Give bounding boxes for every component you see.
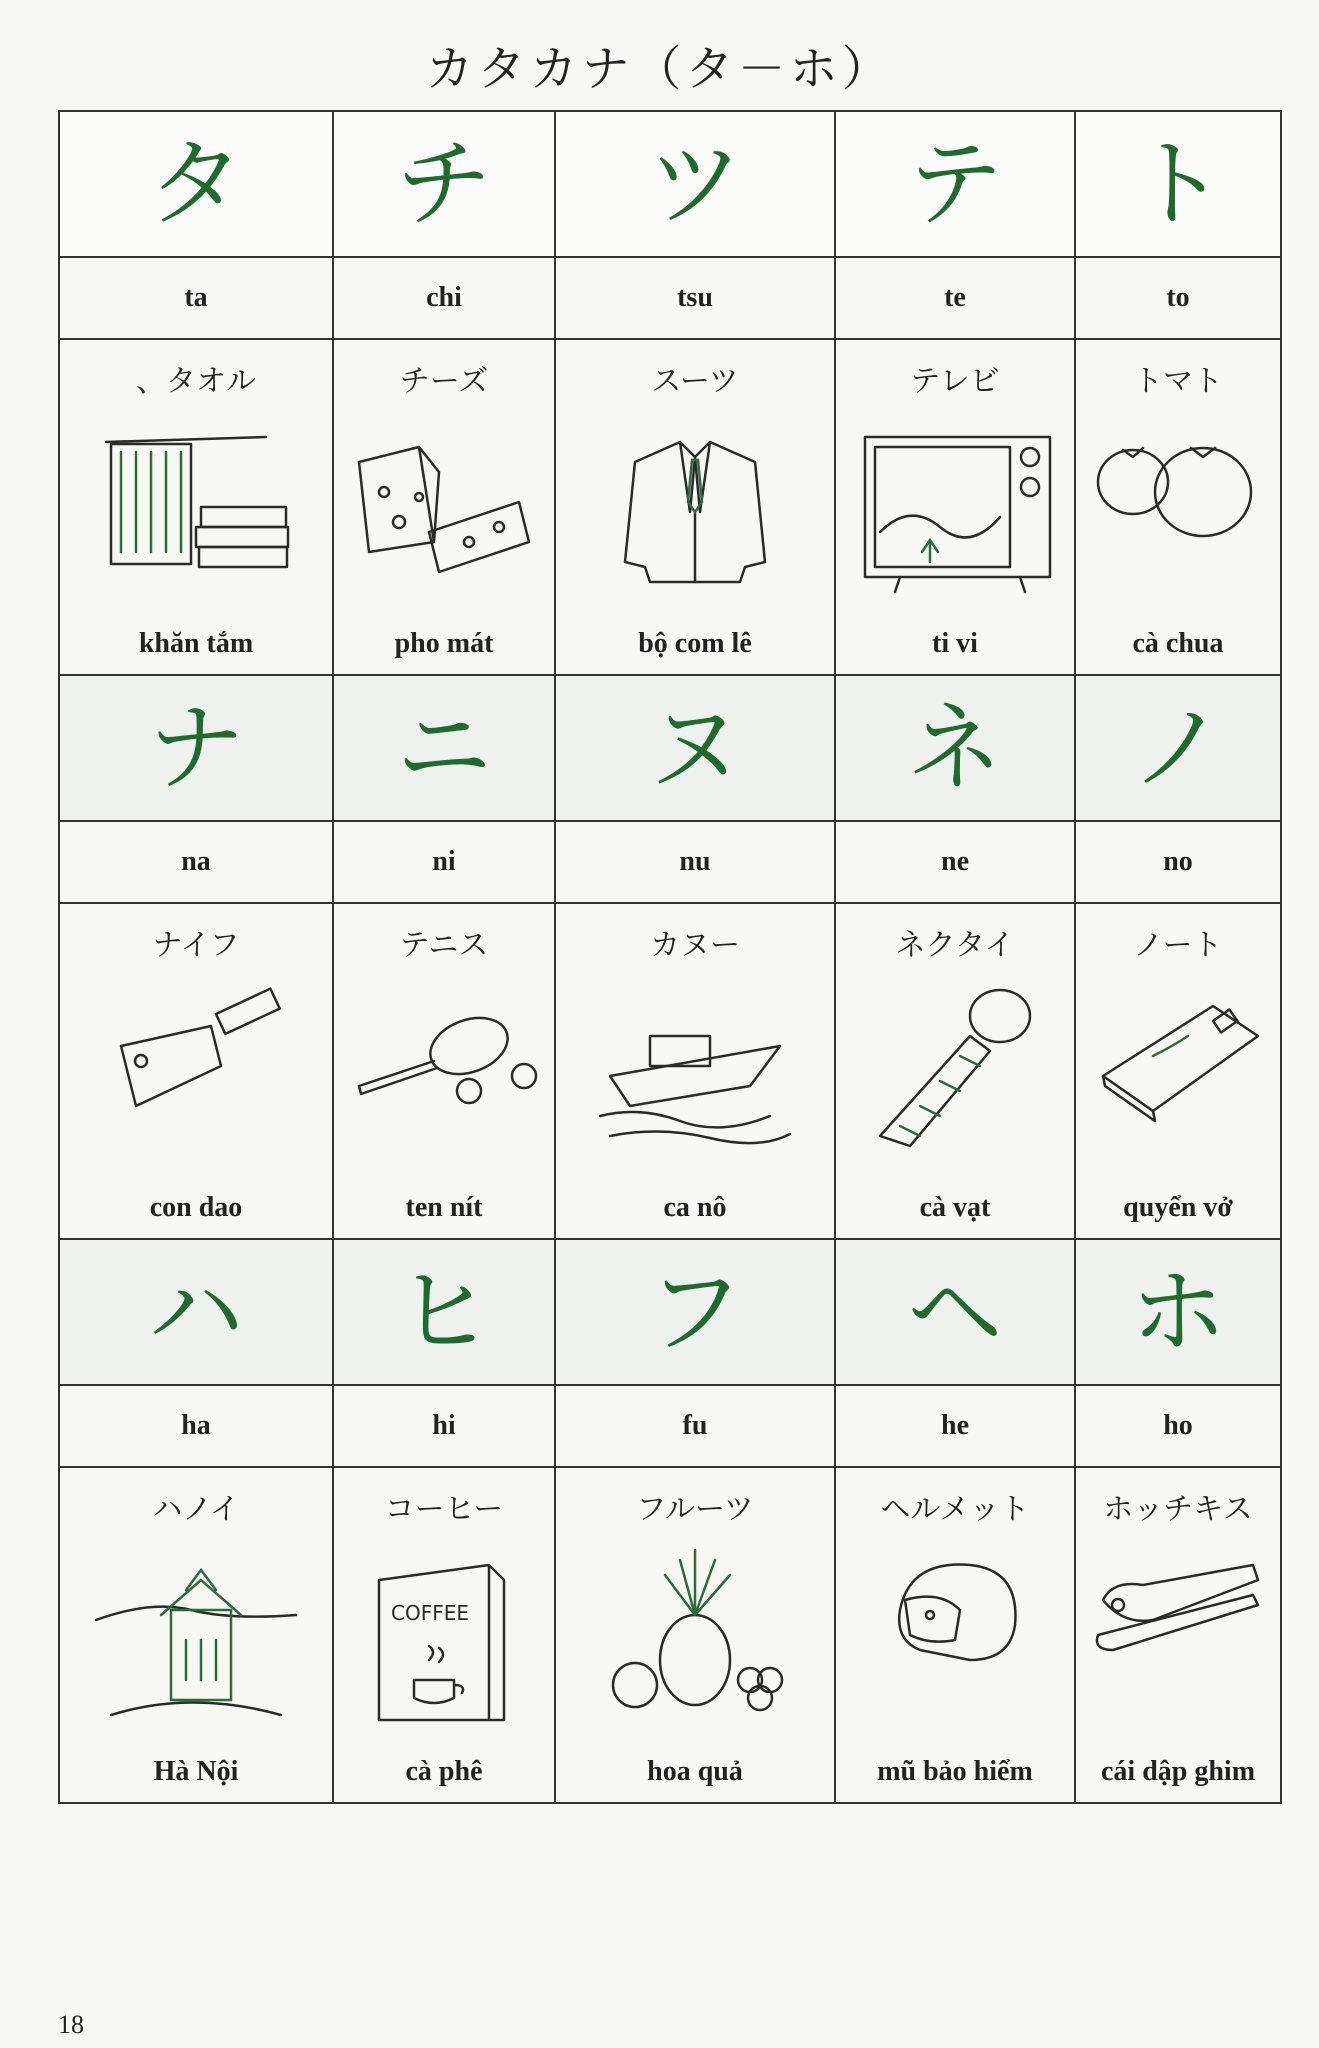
word-vietnamese: ca nô [663, 1192, 727, 1223]
word-katakana: ネクタイ [895, 928, 1015, 963]
kana-char: チ [396, 128, 492, 240]
towel-icon [91, 412, 301, 602]
kana-cell [835, 111, 1075, 257]
kana-char: ネ [907, 692, 1003, 804]
word-katakana: テレビ [910, 364, 1000, 399]
word-cell [60, 340, 332, 674]
romaji-row [59, 257, 1281, 339]
word-katakana: ノート [1133, 928, 1223, 963]
romaji-row [59, 1385, 1281, 1467]
notebook-icon [1075, 976, 1281, 1166]
kana-char: ハ [148, 1256, 244, 1368]
kana-char: ツ [647, 128, 743, 240]
word-katakana: トマト [1133, 364, 1223, 399]
word-cell [556, 1468, 834, 1802]
kana-char: ヌ [647, 692, 743, 804]
fruit-icon [590, 1540, 800, 1730]
word-katakana: カヌー [650, 928, 740, 963]
word-vietnamese: cà chua [1132, 628, 1224, 659]
word-vietnamese: bộ com lê [638, 628, 752, 659]
word-katakana: ナイフ [152, 928, 240, 963]
word-katakana: チーズ [399, 364, 489, 399]
page-title: カタカナ（タ－ホ） [425, 41, 894, 97]
kana-char: ナ [148, 692, 244, 804]
word-katakana: テニス [399, 928, 489, 963]
word-cell [836, 1468, 1074, 1802]
kana-char: ヘ [907, 1256, 1003, 1368]
kana-char: ホ [1130, 1256, 1226, 1368]
word-row [59, 903, 1281, 1239]
knife-icon [91, 976, 301, 1166]
romaji-label: ta [184, 282, 208, 313]
word-vietnamese: cái dập ghim [1100, 1756, 1256, 1787]
kana-row [59, 1239, 1281, 1385]
word-katakana: 、タオル [136, 364, 256, 399]
word-vietnamese: ten nít [405, 1192, 483, 1223]
kana-char: タ [148, 128, 244, 240]
kana-cell [1075, 111, 1281, 257]
word-vietnamese: con dao [149, 1192, 243, 1223]
romaji-label: na [181, 846, 211, 877]
stapler-icon [1075, 1540, 1281, 1730]
romaji-label: ha [181, 1410, 211, 1441]
word-vietnamese: cà vạt [919, 1192, 991, 1223]
word-cell [836, 340, 1074, 674]
kana-char: ニ [396, 692, 492, 804]
kana-cell [333, 111, 555, 257]
romaji-label: ni [432, 846, 456, 877]
romaji-label: ne [941, 846, 969, 877]
word-cell [1076, 340, 1280, 674]
word-cell [334, 340, 554, 674]
tv-icon [850, 412, 1060, 602]
kana-char: ヒ [396, 1256, 492, 1368]
word-katakana: ホッチキス [1103, 1492, 1253, 1527]
word-cell [556, 904, 834, 1238]
romaji-label: hi [432, 1410, 456, 1441]
romaji-label: tsu [677, 282, 713, 313]
word-cell [60, 1468, 332, 1802]
katakana-table [58, 110, 1282, 1804]
word-cell [334, 1468, 554, 1802]
word-vietnamese: ti vi [932, 628, 978, 659]
kana-row [59, 111, 1281, 257]
coffee-label: COFFEE [391, 1601, 469, 1625]
kana-char: フ [647, 1256, 743, 1368]
word-cell [836, 904, 1074, 1238]
romaji-label: nu [679, 846, 711, 877]
hanoi-temple-icon [91, 1540, 301, 1730]
helmet-icon [850, 1540, 1060, 1730]
word-row [59, 1467, 1281, 1803]
romaji-label: to [1166, 282, 1190, 313]
word-cell [60, 904, 332, 1238]
coffee-bag-icon [339, 1540, 549, 1730]
kana-cell [59, 111, 333, 257]
tennis-icon [339, 976, 549, 1166]
word-cell [1076, 904, 1280, 1238]
canoe-icon [590, 976, 800, 1166]
word-katakana: スーツ [651, 364, 739, 399]
word-katakana: ハノイ [152, 1492, 240, 1527]
word-row [59, 339, 1281, 675]
romaji-row [59, 821, 1281, 903]
word-vietnamese: cà phê [405, 1756, 483, 1787]
romaji-label: te [944, 282, 966, 313]
necktie-icon [850, 976, 1060, 1166]
word-vietnamese: pho mát [394, 628, 494, 659]
word-katakana: コーヒー [384, 1492, 504, 1527]
kana-cell [555, 111, 835, 257]
word-vietnamese: Hà Nội [153, 1756, 239, 1787]
kana-char: ト [1130, 128, 1226, 240]
suit-icon [590, 412, 800, 602]
word-katakana: フルーツ [636, 1492, 754, 1527]
kana-row [59, 675, 1281, 821]
word-vietnamese: mũ bảo hiểm [877, 1756, 1033, 1787]
word-vietnamese: quyển vở [1123, 1192, 1233, 1223]
word-cell [556, 340, 834, 674]
romaji-label: fu [682, 1410, 708, 1441]
kana-char: ノ [1130, 692, 1226, 804]
word-katakana: ヘルメット [880, 1492, 1030, 1527]
word-vietnamese: khăn tắm [138, 628, 254, 659]
romaji-label: chi [426, 282, 462, 313]
kana-char: テ [907, 128, 1003, 240]
romaji-label: he [941, 1410, 969, 1441]
cheese-icon [339, 412, 549, 602]
word-vietnamese: hoa quả [647, 1756, 743, 1787]
romaji-label: ho [1163, 1410, 1193, 1441]
page-number: 18 [58, 2010, 84, 2039]
word-cell [1076, 1468, 1280, 1802]
word-cell [334, 904, 554, 1238]
romaji-label: no [1163, 846, 1193, 877]
tomato-icon [1075, 412, 1281, 602]
